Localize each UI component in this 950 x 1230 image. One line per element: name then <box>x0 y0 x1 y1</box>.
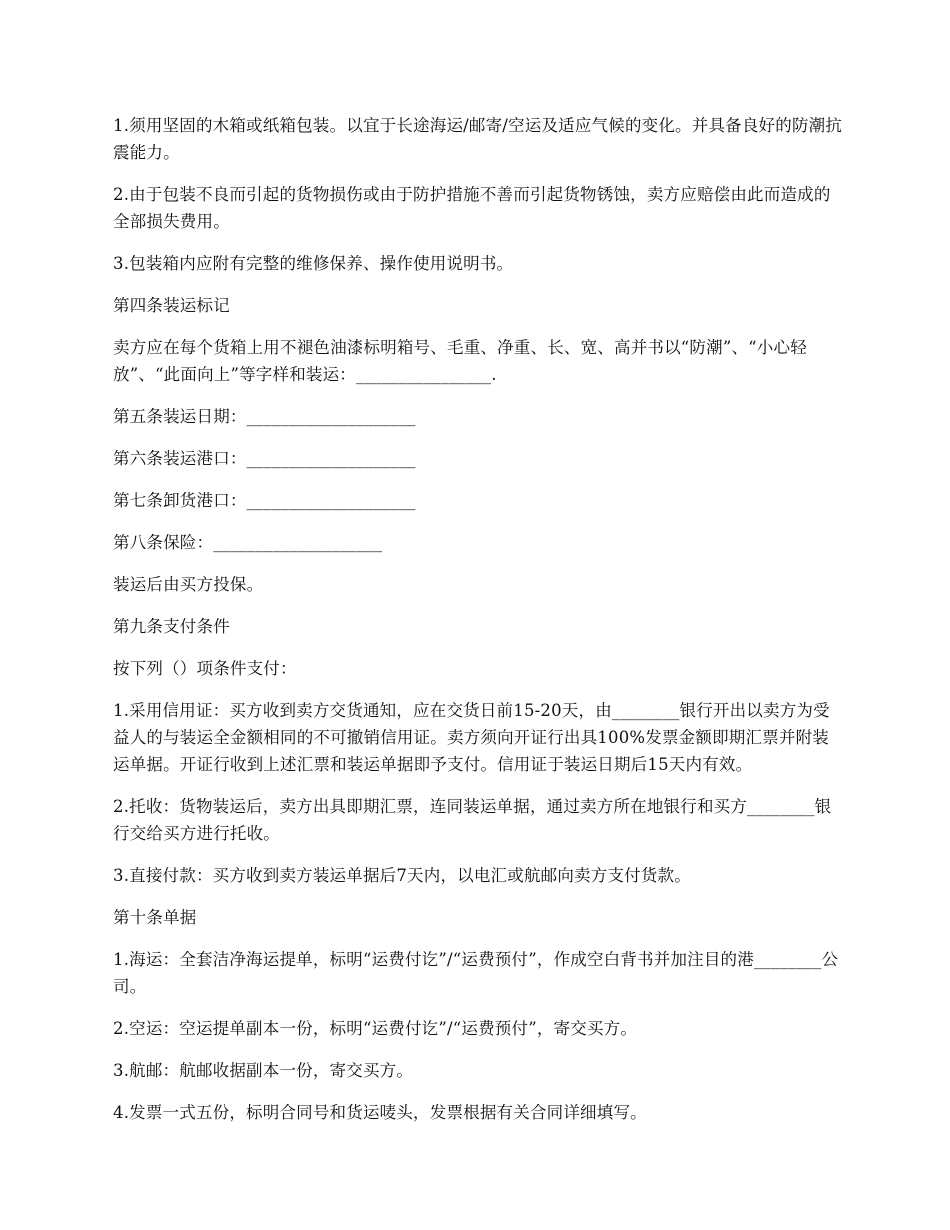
payment-letter-of-credit: 1.采用信用证：买方收到卖方交货通知，应在交货日前15-20天，由________银行开出以卖方为受益人的与装运全金额相同的不可撤销信用证。卖方须向开证行出具100%发票金额即期汇票并附装运单据。开证行收到上述汇票和装运单据即予支付。信用证于装运日期后15天内有效。 <box>113 701 830 774</box>
document-body <box>113 112 843 1141</box>
article-4-heading: 第四条装运标记 <box>113 296 230 315</box>
document-invoice: 4.发票一式五份，标明合同号和货运唛头，发票根据有关合同详细填写。 <box>113 1103 647 1122</box>
packing-clause-3: 3.包装箱内应附有完整的维修保养、操作使用说明书。 <box>113 254 514 273</box>
document-air-mail: 3.航邮：航邮收据副本一份，寄交买方。 <box>113 1061 414 1080</box>
article-8-insurance: 第八条保险：____________________ <box>113 533 383 552</box>
shipping-marks-text: 卖方应在每个货箱上用不褪色油漆标明箱号、毛重、净重、长、宽、高并书以“防潮”、“小心轻放”、“此面向上”等字样和装运：________________. <box>113 338 807 384</box>
insurance-note: 装运后由买方投保。 <box>113 575 264 594</box>
payment-collection: 2.托收：货物装运后，卖方出具即期汇票，连同装运单据，通过卖方所在地银行和买方________银行交给买方进行托收。 <box>113 797 832 843</box>
payment-intro: 按下列（）项条件支付： <box>113 659 297 678</box>
packing-clause-2: 2.由于包装不良而引起的货物损伤或由于防护措施不善而引起货物锈蚀，卖方应赔偿由此而造成的全部损失费用。 <box>113 185 831 231</box>
document-air-freight: 2.空运：空运提单副本一份，标明“运费付讫”/“运费预付”，寄交买方。 <box>113 1019 638 1038</box>
article-10-heading: 第十条单据 <box>113 908 197 927</box>
document-sea-freight: 1.海运：全套洁净海运提单，标明“运费付讫”/“运费预付”，作成空白背书并加注目的港________公司。 <box>113 950 839 996</box>
packing-clause-1: 1.须用坚固的木箱或纸箱包装。以宜于长途海运/邮寄/空运及适应气候的变化。并具备良好的防潮抗震能力。 <box>113 116 843 162</box>
article-9-heading: 第九条支付条件 <box>113 617 230 636</box>
article-5-shipment-date: 第五条装运日期：____________________ <box>113 407 416 426</box>
payment-direct: 3.直接付款：买方收到卖方装运单据后7天内，以电汇或航邮向卖方支付货款。 <box>113 866 691 885</box>
article-6-loading-port: 第六条装运港口：____________________ <box>113 449 416 468</box>
article-7-discharge-port: 第七条卸货港口：____________________ <box>113 491 416 510</box>
